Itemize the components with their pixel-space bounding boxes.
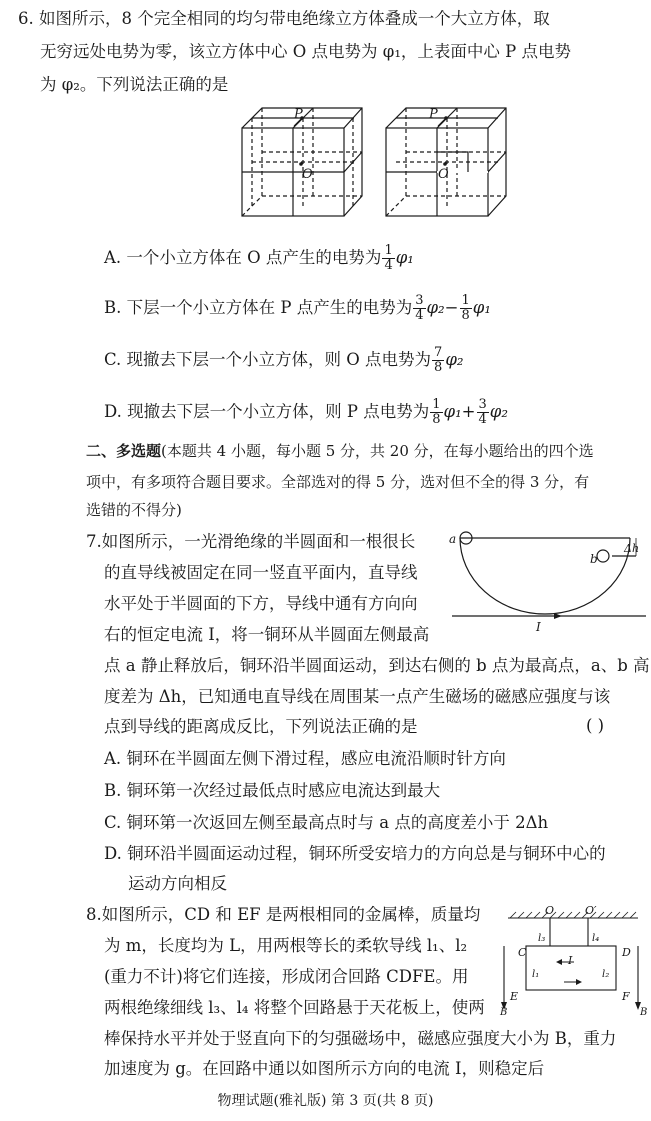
q6-option-d[interactable]: D. 现撤去下层一个小立方体，则 P 点电势为 $\frac{1}{8}$ φ₁+ $\frac{3}{4}$ φ₂ [104,397,508,427]
q7-line7: 点到导线的距离成反比，下列说法正确的是 [104,717,418,736]
q7-option-c[interactable]: C. 铜环第一次返回左侧至最高点时与 a 点的高度差小于 2Δh [104,813,549,832]
q6-option-b[interactable]: B. 下层一个小立方体在 P 点产生的电势为 $\frac{3}{4}$ φ₂− $\frac{1}{8}$ φ₁ [104,293,491,323]
q6-option-a[interactable]: A. 一个小立方体在 O 点产生的电势为 $\frac{1}{4}$ φ₁ [104,243,414,273]
q6-fig-label-o-right: O [438,167,449,182]
q6-option-c[interactable]: C. 现撤去下层一个小立方体，则 O 点电势为 $\frac{7}{8}$ φ₂ [104,345,464,375]
q6-stem-line2: 无穷远处电势为零，该立方体中心 O 点电势为 φ₁，上表面中心 P 点电势 [40,42,572,61]
q6-fig-label-o-left: O [302,167,313,182]
q8-fig-f: F [622,990,630,1003]
section2-header-line2: 项中，有多项符合题目要求。全部选对的得 5 分，选对但不全的得 3 分，有 [86,473,590,491]
q8-line3: (重力不计)将它们连接，形成闭合回路 CDFE。用 [104,967,469,986]
q7-option-d-line2: 运动方向相反 [128,874,227,893]
q6-figure [238,100,518,220]
section2-header-line3: 选错的不得分) [86,501,182,519]
q7-fig-dh: Δh [624,542,640,555]
q7-line2: 的直导线被固定在同一竖直平面内，直导线 [104,563,418,582]
q8-fig-b-right: B [640,1007,648,1018]
section2-header-line1: 二、多选题(本题共 4 小题，每小题 5 分，共 20 分，在每小题给出的四个选 [86,442,594,460]
q6-stem-line3: 为 φ₂。下列说法正确的是 [40,75,229,94]
q8-fig-l4: l₄ [592,933,600,944]
q8-fig-c: C [518,946,527,959]
q8-fig-e: E [510,990,519,1003]
q7-line3: 水平处于半圆面的下方，导线中通有方向向 [104,594,418,613]
q7-line4: 右的恒定电流 I，将一铜环从半圆面左侧最高 [104,625,430,644]
q6-fig-label-p-right: P [429,107,438,122]
q7-option-a[interactable]: A. 铜环在半圆面左侧下滑过程，感应电流沿顺时针方向 [104,749,506,768]
q7-answer-paren[interactable]: ( ) [586,716,605,735]
q8-line4: 两根绝缘细线 l₃、l₄ 将整个回路悬于天花板上，使两 [104,998,485,1017]
q7-fig-b: b [590,552,598,566]
q8-fig-o-prime: O′ [585,904,597,917]
q8-line6: 加速度为 g。在回路中通以如图所示方向的电流 I，则稳定后 [104,1059,545,1078]
q8-fig-o: O [545,904,555,917]
q7-figure [450,530,650,630]
section2-title: 二、多选题 [86,442,162,460]
q7-line1: 7.如图所示，一光滑绝缘的半圆面和一根很长 [86,532,416,551]
q6-fig-label-p-left: P [294,107,303,122]
q7-option-d-line1[interactable]: D. 铜环沿半圆面运动过程，铜环所受安培力的方向总是与铜环中心的 [104,844,606,863]
q7-fig-a: a [449,532,457,546]
q8-fig-l3: l₃ [538,933,546,944]
q7-fig-i: I [536,620,541,634]
q8-fig-b-left: B [500,1007,508,1018]
q7-line6: 度差为 Δh，已知通电直导线在周围某一点产生磁场的磁感应强度与该 [104,687,611,706]
q8-fig-l2: l₂ [602,969,610,980]
q7-line5: 点 a 静止释放后，铜环沿半圆面运动，到达右侧的 b 点为最高点，a、b 高 [104,656,650,675]
q7-option-b[interactable]: B. 铜环第一次经过最低点时感应电流达到最大 [104,781,441,800]
q8-fig-i: I [568,954,573,967]
q8-fig-d: D [622,946,631,959]
q6-stem-line1: 6. 如图所示，8 个完全相同的均匀带电绝缘立方体叠成一个大立方体，取 [18,9,550,28]
q8-line2: 为 m，长度均为 L，用两根等长的柔软导线 l₁、l₂ [104,936,468,955]
page-footer: 物理试题(雅礼版) 第 3 页(共 8 页) [217,1093,434,1109]
q8-line5: 棒保持水平并处于竖直向下的匀强磁场中，磁感应强度大小为 B，重力 [104,1029,617,1048]
q8-line1: 8.如图所示，CD 和 EF 是两根相同的金属棒，质量均 [86,905,481,924]
q8-fig-l1: l₁ [532,969,540,980]
